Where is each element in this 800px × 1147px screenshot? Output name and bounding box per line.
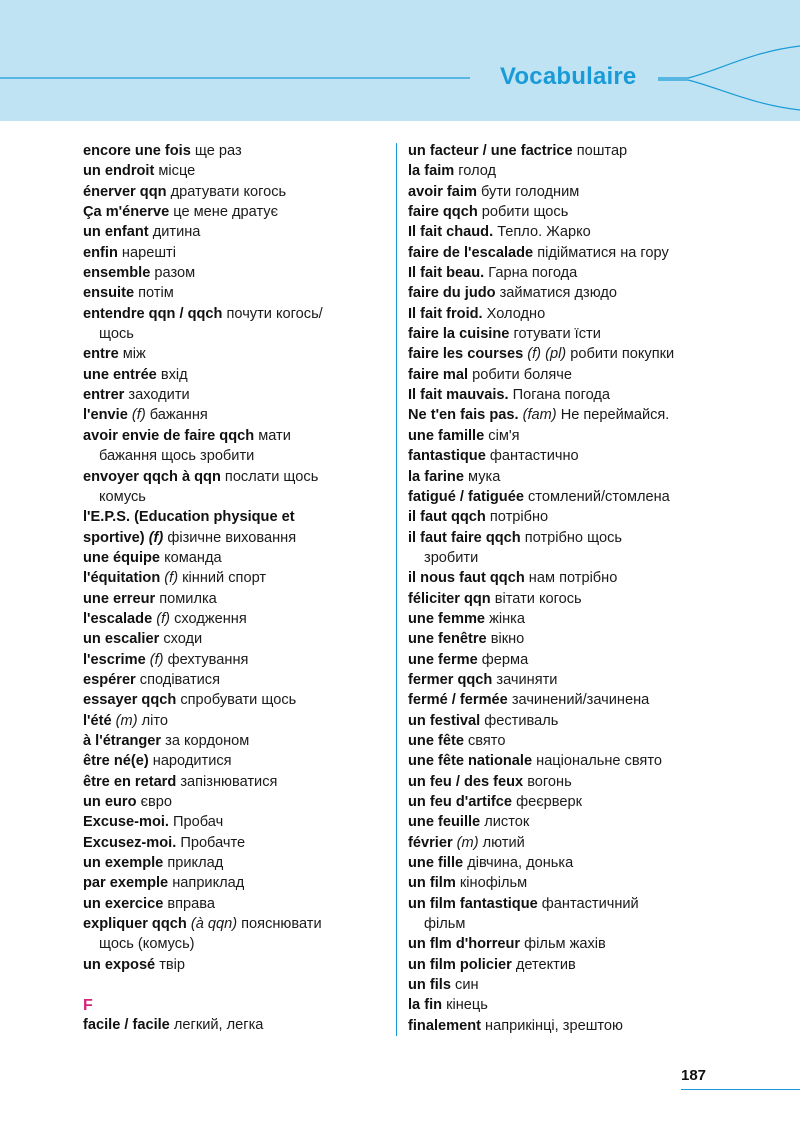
translation: поштар [572,143,628,159]
vocab-entry [408,385,800,405]
translation-continuation: бажання щось зробити [99,448,255,465]
headword: faire qqch [408,204,478,221]
vocab-entry [83,629,383,649]
headword: par exemple [83,875,169,892]
headword: entrer [83,387,125,404]
vocab-entry [83,853,383,873]
translation: робити боляче [468,366,573,383]
translation: разом [150,265,196,282]
headword: une fenêtre [408,631,487,648]
headword: il faut qqch [408,509,486,526]
vocab-entry [408,955,800,975]
translation: кінний спорт [178,570,267,587]
translation: стомлений/стомлена [523,488,670,505]
vocab-entry [408,670,800,690]
translation: Тепло. Жарко [493,224,591,241]
translation: наприкінці, зрештою [480,1017,623,1034]
translation: робити покупки [566,346,675,363]
translation: фантастично [485,448,579,465]
headword: la fin [408,997,443,1014]
headword: l'E.P.S. (Education physique et [83,509,295,526]
translation: Погана погода [508,387,611,404]
headword: enfin [83,244,118,261]
vocabulary-column-right [408,141,800,1036]
translation: за кордоном [161,732,250,749]
translation: мати [254,427,291,444]
translation: Не переймайся. [556,407,670,424]
headword: encore une fois [83,143,191,159]
headword: une femme [408,610,486,627]
vocab-entry [408,243,800,263]
translation: голод [454,163,497,180]
translation: твір [155,956,186,973]
vocab-entry [408,975,800,995]
translation: мука [463,468,501,485]
vocab-entry [408,161,800,181]
vocab-entry [83,1015,383,1035]
vocab-entry [408,650,800,670]
vocab-entry [408,182,800,202]
vocab-entry [83,161,383,181]
translation: потрібно щось [520,529,622,546]
headword: fatigué / fatiguée [408,488,524,505]
translation: народитися [148,753,232,770]
headword: Ça m'énerve [83,204,170,221]
translation: наприклад [168,875,245,892]
vocab-entry [408,446,800,466]
translation: Пробачте [176,834,246,851]
vocab-entry [83,792,383,812]
headword: l'escalade [83,610,153,627]
section-letter: F [83,997,93,1015]
translation: сходження [170,610,247,627]
vocab-entry [83,405,383,425]
vocab-entry [83,365,383,385]
headword: un feu d'artifce [408,794,513,810]
vocab-entry [408,263,800,283]
headword: fermé / fermée [408,692,508,709]
headword: être en retard [83,773,177,790]
translation: вікно [486,631,525,648]
translation: фантастичний [537,895,639,912]
vocab-entry [83,568,383,588]
vocab-entry [83,894,383,914]
translation: фестиваль [480,712,559,729]
translation: між [118,346,146,363]
headword: l'escrime [83,651,146,668]
headword: un escalier [83,631,160,648]
vocab-entry [408,853,800,873]
vocab-entry [408,934,800,954]
translation: літо [137,712,169,729]
headword: envoyer qqch à qqn [83,468,221,485]
translation: приклад [163,855,224,872]
headword: essayer qqch [83,692,177,709]
translation: помилка [155,590,217,607]
translation: кінофільм [455,875,528,892]
translation: дратувати когось [166,183,287,200]
vocab-entry [83,711,383,731]
vocab-entry [408,711,800,731]
vocab-entry [408,324,800,344]
translation-continuation: щось [99,326,134,343]
vocab-entry [83,914,383,955]
page-number: 187 [681,1067,707,1084]
vocab-entry [83,385,383,405]
vocab-entry [83,589,383,609]
page-header [0,0,800,121]
headword: énerver qqn [83,183,167,200]
translation: Гарна погода [484,265,578,282]
headword: Ne t'en fais pas. [408,407,519,424]
headword: un film fantastique [408,895,538,912]
header-decoration [0,0,800,121]
headword: faire mal [408,366,469,383]
headword: un fils [408,977,451,994]
vocab-entry [83,670,383,690]
grammar-note: (f) [127,407,146,424]
translation: євро [136,794,173,810]
translation: сподіватися [135,671,220,688]
headword: faire les courses [408,346,524,363]
headword: un feu / des feux [408,773,524,790]
vocab-entry [408,141,800,161]
headword: un exemple [83,855,164,872]
headword: entre [83,346,119,363]
vocab-entry [408,873,800,893]
headword: entendre qqn / qqch [83,305,223,322]
translation: підійматися на гору [533,244,669,261]
headword: faire du judo [408,285,496,302]
vocab-entry [408,507,800,527]
headword: fermer qqch [408,671,493,688]
vocab-entry [83,690,383,710]
headword: Il fait chaud. [408,224,494,241]
translation: ще раз [190,143,242,159]
headword: finalement [408,1017,481,1034]
vocab-entry [83,344,383,364]
headword: à l'étranger [83,732,162,749]
translation: нам потрібно [524,570,618,587]
section-title: Vocabulaire [500,63,637,90]
vocab-entry [408,283,800,303]
vocab-entry [83,833,383,853]
translation: свято [463,732,506,749]
translation: національне свято [532,753,662,770]
headword: une fête nationale [408,753,533,770]
grammar-note: (f) [145,651,164,668]
translation-continuation: комусь [99,488,146,505]
translation: зачинений/зачинена [507,692,650,709]
translation: спробувати щось [176,692,297,709]
vocab-entry [83,243,383,263]
vocab-entry [408,568,800,588]
translation: готувати їсти [509,326,601,343]
translation: детектив [511,956,576,973]
headword: un film policier [408,956,512,973]
headword: une entrée [83,366,157,383]
translation: зачиняти [492,671,558,688]
translation: почути когось/ [222,305,323,322]
headword: une fille [408,855,464,872]
translation: заходити [124,387,190,404]
translation: запізнюватися [176,773,278,790]
vocab-entry [408,426,800,446]
vocab-entry [408,690,800,710]
vocab-entry [408,812,800,832]
headword: espérer [83,671,136,688]
translation: вітати когось [490,590,582,607]
translation: фільм жахів [520,936,606,953]
headword: faire la cuisine [408,326,510,343]
translation: потім [134,285,174,302]
page-number-rule [681,1089,800,1090]
headword: avoir envie de faire qqch [83,427,255,444]
grammar-note: (fam) [518,407,557,424]
headword: être né(e) [83,753,149,770]
vocab-entry [83,304,383,345]
headword: l'envie [83,407,128,424]
vocab-entry [83,141,383,161]
vocab-entry [83,609,383,629]
vocab-entry [83,812,383,832]
translation: фехтування [163,651,249,668]
vocab-entry [83,222,383,242]
translation: Пробач [168,814,224,831]
translation: це мене дратує [169,204,279,221]
grammar-note: (m) [111,712,138,729]
vocab-entry [83,873,383,893]
headword: une fête [408,732,464,749]
vocab-entry [83,263,383,283]
vocab-entry [408,731,800,751]
translation: ферма [477,651,529,668]
vocab-entry [83,283,383,303]
translation: вхід [156,366,188,383]
headword: ensuite [83,285,135,302]
vocab-entry [408,304,800,324]
translation: фізичне виховання [163,529,297,546]
headword: facile / facile [83,1017,170,1034]
translation: Холодно [482,305,546,322]
headword: février [408,834,453,851]
translation: дитина [148,224,201,241]
headword: sportive) [83,529,145,546]
translation: вогонь [523,773,572,790]
translation: займатися дзюдо [495,285,617,302]
headword: un euro [83,794,137,810]
grammar-note: (m) [452,834,479,851]
headword: il faut faire qqch [408,529,521,546]
vocab-entry [408,222,800,242]
translation: бажання [145,407,208,424]
vocab-entry [83,955,383,975]
vocab-entry [408,751,800,771]
translation: бути голодним [476,183,580,200]
headword: l'équitation [83,570,161,587]
grammar-note: (f) [152,610,171,627]
headword: avoir faim [408,183,477,200]
headword: la farine [408,468,464,485]
translation: лютий [478,834,525,851]
headword: l'été [83,712,112,729]
vocab-entry [408,833,800,853]
vocab-entry [408,1016,800,1036]
translation: жінка [485,610,525,627]
translation: легкий, легка [169,1017,264,1034]
vocab-entry [83,751,383,771]
grammar-note: (f) [160,570,179,587]
headword: Excuse-moi. [83,814,169,831]
headword: une ferme [408,651,478,668]
vocab-entry [408,467,800,487]
headword: Il fait beau. [408,265,485,282]
headword: féliciter qqn [408,590,491,607]
translation: син [450,977,479,994]
headword: ensemble [83,265,151,282]
vocab-entry [83,426,383,467]
vocabulary-column-left [83,141,383,1035]
headword: une feuille [408,814,481,831]
translation: дівчина, донька [463,855,574,872]
vocab-entry [83,650,383,670]
vocab-entry [408,792,800,812]
grammar-note: (f) (pl) [523,346,567,363]
translation: феєрверк [512,794,582,810]
translation: потрібно [485,509,549,526]
vocab-entry [408,772,800,792]
vocab-entry [408,202,800,222]
vocab-entry [408,405,800,425]
vocab-entry [408,995,800,1015]
translation-continuation: зробити [424,549,479,566]
vocab-entry [83,467,383,508]
vocab-entry [408,629,800,649]
headword: fantastique [408,448,486,465]
translation-continuation: щось (комусь) [99,936,195,953]
column-divider [396,143,397,1036]
grammar-note: (à qqn) [186,916,238,933]
vocab-entry [83,507,383,527]
translation: робити щось [477,204,569,221]
headword: un enfant [83,224,149,241]
headword: Il fait mauvais. [408,387,509,404]
headword: une erreur [83,590,156,607]
translation: кінець [442,997,488,1014]
headword: un exposé [83,956,156,973]
headword: la faim [408,163,455,180]
headword: un flm d'horreur [408,936,521,953]
translation: послати щось [220,468,319,485]
vocab-entry [83,548,383,568]
translation-continuation: фільм [424,916,466,933]
translation: вправа [163,895,215,912]
grammar-note: (f) [144,529,164,546]
headword: expliquer qqch [83,916,187,933]
headword: un exercice [83,895,164,912]
headword: il nous faut qqch [408,570,525,587]
headword: une équipe [83,549,161,566]
headword: faire de l'escalade [408,244,534,261]
headword: un festival [408,712,481,729]
vocab-entry [83,731,383,751]
translation: команда [160,549,222,566]
headword: Il fait froid. [408,305,483,322]
vocab-entry [408,589,800,609]
translation: пояснювати [237,916,322,933]
vocab-entry [408,894,800,935]
headword: Excusez-moi. [83,834,177,851]
translation: місце [154,163,196,180]
vocab-entry [83,772,383,792]
headword: une famille [408,427,485,444]
vocab-entry [408,609,800,629]
vocab-entry [408,344,800,364]
headword: un film [408,875,456,892]
vocab-entry [408,528,800,569]
translation: нарешті [117,244,176,261]
vocab-entry [408,487,800,507]
vocab-entry [408,365,800,385]
vocab-entry [83,202,383,222]
translation: сходи [159,631,203,648]
vocab-entry [83,528,383,548]
vocab-entry [83,182,383,202]
headword: un facteur / une factrice [408,143,573,159]
translation: листок [480,814,530,831]
headword: un endroit [83,163,155,180]
translation: сім'я [484,427,520,444]
